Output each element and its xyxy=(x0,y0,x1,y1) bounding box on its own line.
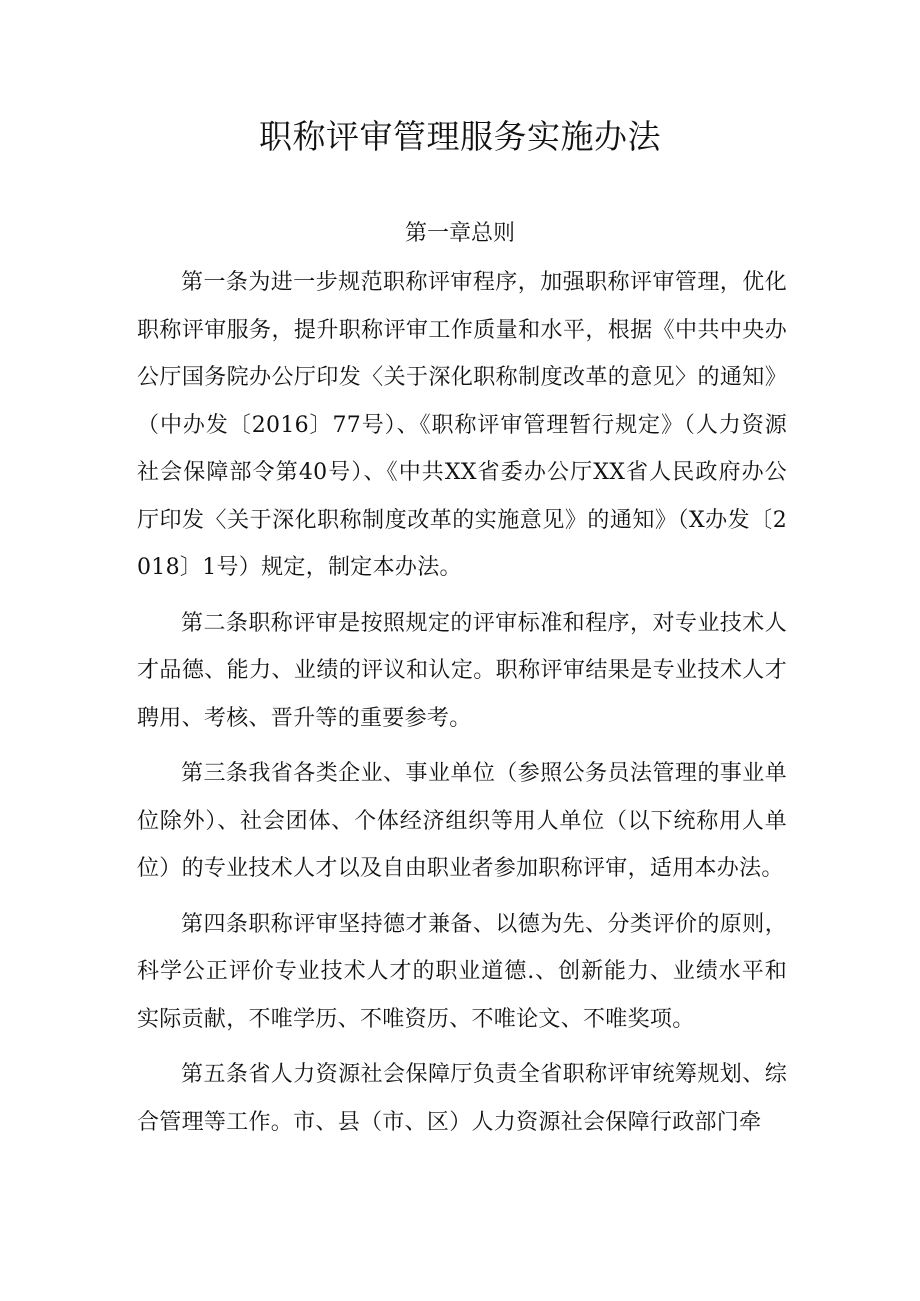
document-title: 职称评审管理服务实施办法 xyxy=(259,117,661,156)
article-3-paragraph: 第三条我省各类企业、事业单位（参照公务员法管理的事业单位除外）、社会团体、个体经济组织等用人单位（以下统称用人单位）的专业技术人才以及自由职业者参加职称评审，适用本办法。 xyxy=(137,761,787,881)
article-4-paragraph: 第四条职称评审坚持德才兼备、以德为先、分类评价的原则，科学公正评价专业技术人才的职业道德.、创新能力、业绩水平和实际贡献，不唯学历、不唯资历、不唯论文、不唯奖项。 xyxy=(137,911,787,1032)
article-2-paragraph: 第二条职称评审是按照规定的评审标准和程序，对专业技术人才品德、能力、业绩的评议和认定。职称评审结果是专业技术人才聘用、考核、晋升等的重要参考。 xyxy=(137,610,787,731)
chapter-heading: 第一章总则 xyxy=(404,221,515,246)
article-1-paragraph: 第一条为进一步规范职称评审程序，加强职称评审管理，优化职称评审服务，提升职称评审工作质量和水平，根据《中共中央办公厅国务院办公厅印发〈关于深化职称制度改革的意见〉的通知》（中办发〔2016〕77号）、《职称评审管理暂行规定》（人力资源社会保障部令第40号）、《中共XX省委办公厅XX省人民政府办公厅印发〈关于深化职称制度改革的实施意见》的通知》（X办发〔2018〕1号）规定，制定本办法。 xyxy=(137,270,787,580)
document-body xyxy=(137,259,787,1154)
article-5-paragraph: 第五条省人力资源社会保障厅负责全省职称评审统筹规划、综合管理等工作。市、县（市、区）人力资源社会保障行政部门牵 xyxy=(137,1062,787,1135)
